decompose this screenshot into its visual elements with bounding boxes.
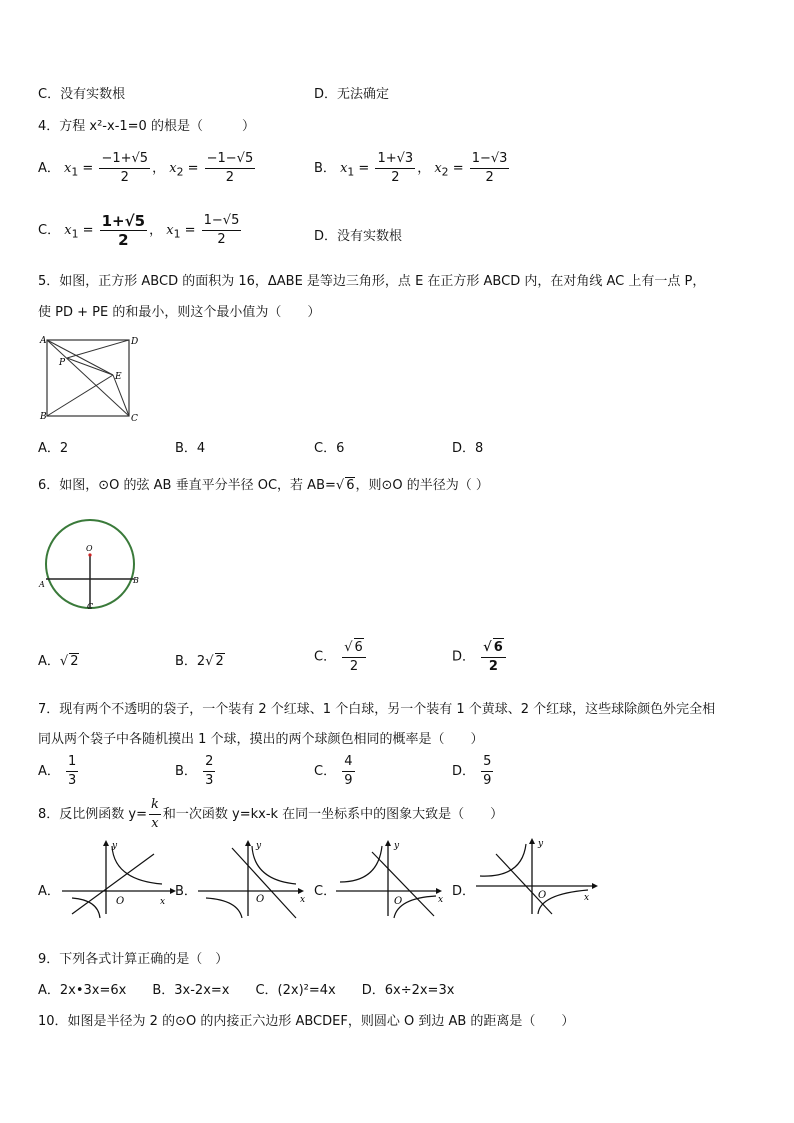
- svg-text:O: O: [394, 896, 403, 907]
- q7-option-c: C． $\frac{4}{9}$: [314, 754, 353, 788]
- svg-text:x: x: [438, 895, 444, 905]
- q8-option-d-label: D．: [452, 884, 476, 899]
- q5-label-a: A: [40, 336, 47, 346]
- q8-graph-c: [336, 840, 448, 920]
- q5-label-p: P: [59, 358, 66, 368]
- q5-label-e: E: [115, 372, 122, 382]
- q4-stem: 4．方程 x²-x-1=0 的根是（ ）: [38, 119, 255, 134]
- svg-text:y: y: [112, 841, 118, 851]
- q8-option-c-label: C．: [314, 884, 337, 899]
- q5-option-d: D．8: [452, 441, 484, 456]
- svg-text:y: y: [538, 839, 544, 849]
- q8-graph-d: [476, 838, 600, 918]
- q9-options: A．2x•3x=6x B．3x-2x=x C．(2x)²=4x D．6x÷2x=3x: [38, 983, 455, 998]
- svg-text:O: O: [538, 890, 547, 901]
- q5-label-d: D: [131, 337, 139, 347]
- q6-label-a: A: [39, 580, 45, 589]
- q7-stem-line1: 7．现有两个不透明的袋子，一个装有 2 个红球、1 个白球，另一个装有 1 个黄球、2 个红球，这些球除颜色外完全相: [38, 702, 716, 717]
- q7-option-a: A． $\frac{1}{3}$: [38, 754, 77, 788]
- q4-option-b: B． $x_1$ = $\frac{1+√3}{2}$ ， $x_2$ = $\frac{1-√3}{2}$: [314, 151, 508, 185]
- q3-option-d: D．无法确定: [314, 87, 390, 102]
- q5-label-c: C: [131, 414, 138, 424]
- q7-stem-line2: 同从两个袋子中各随机摸出 1 个球，摸出的两个球颜色相同的概率是（ ）: [38, 732, 484, 747]
- svg-text:O: O: [116, 896, 125, 907]
- q8-stem: 8．反比例函数 y= $\frac{k}{x}$ 和一次函数 y=kx-k 在同一坐标系中的图象大致是（ ）: [38, 797, 504, 831]
- q5-stem-line1: 5．如图，正方形 ABCD 的面积为 16，ΔABE 是等边三角形，点 E 在正方形 ABCD 内，在对角线 AC 上有一点 P，: [38, 274, 706, 289]
- svg-text:y: y: [256, 841, 262, 851]
- q7-option-b: B． $\frac{2}{3}$: [175, 754, 214, 788]
- q8-option-a-label: A．: [38, 884, 60, 899]
- svg-text:x: x: [160, 897, 166, 907]
- svg-text:y: y: [394, 841, 400, 851]
- q5-label-b: B: [40, 412, 47, 422]
- q5-option-b: B．4: [175, 441, 206, 456]
- q3-option-c: C．没有实数根: [38, 87, 126, 102]
- q6-label-c: C: [87, 602, 94, 611]
- q4-option-d: D．没有实数根: [314, 229, 403, 244]
- q6-option-a: A．√ 2: [38, 654, 79, 669]
- q4-option-a: A． $x_1$ = $\frac{-1+√5}{2}$ ， $x_2$ = $\frac{-1-√5}{2}$: [38, 151, 254, 185]
- svg-text:x: x: [584, 893, 590, 903]
- q6-label-b: B: [133, 576, 139, 585]
- svg-text:O: O: [256, 894, 265, 905]
- q5-square-figure: [38, 335, 142, 423]
- q6-option-b: B．2√ 2: [175, 654, 224, 669]
- q6-stem: 6．如图，⊙O 的弦 AB 垂直平分半径 OC，若 AB=√ 6，则⊙O 的半径为（ ）: [38, 478, 489, 493]
- svg-text:x: x: [300, 895, 306, 905]
- q10-stem: 10．如图是半径为 2 的⊙O 的内接正六边形 ABCDEF，则圆心 O 到边 AB 的距离是（ ）: [38, 1014, 575, 1029]
- q6-label-o: O: [86, 544, 93, 553]
- q5-option-a: A．2: [38, 441, 69, 456]
- q8-graph-b: [198, 840, 310, 920]
- q6-option-d: D． $\frac{√ 6}{2}$: [452, 638, 508, 676]
- q9-stem: 9．下列各式计算正确的是（ ）: [38, 952, 229, 967]
- q6-circle-figure: [38, 515, 148, 615]
- q5-stem-line2: 使 PD + PE 的和最小，则这个最小值为（ ）: [38, 305, 321, 320]
- q6-option-c: C． $\frac{√ 6}{2}$: [314, 638, 368, 676]
- q8-graph-a: [62, 840, 174, 920]
- q5-option-c: C．6: [314, 441, 345, 456]
- q7-option-d: D． $\frac{5}{9}$: [452, 754, 492, 788]
- q4-option-c: C． $x_1$ = $\frac{1+√5}{2}$ ， $x_1$ = $\frac{1-√5}{2}$: [38, 212, 240, 249]
- q8-option-b-label: B．: [175, 884, 197, 899]
